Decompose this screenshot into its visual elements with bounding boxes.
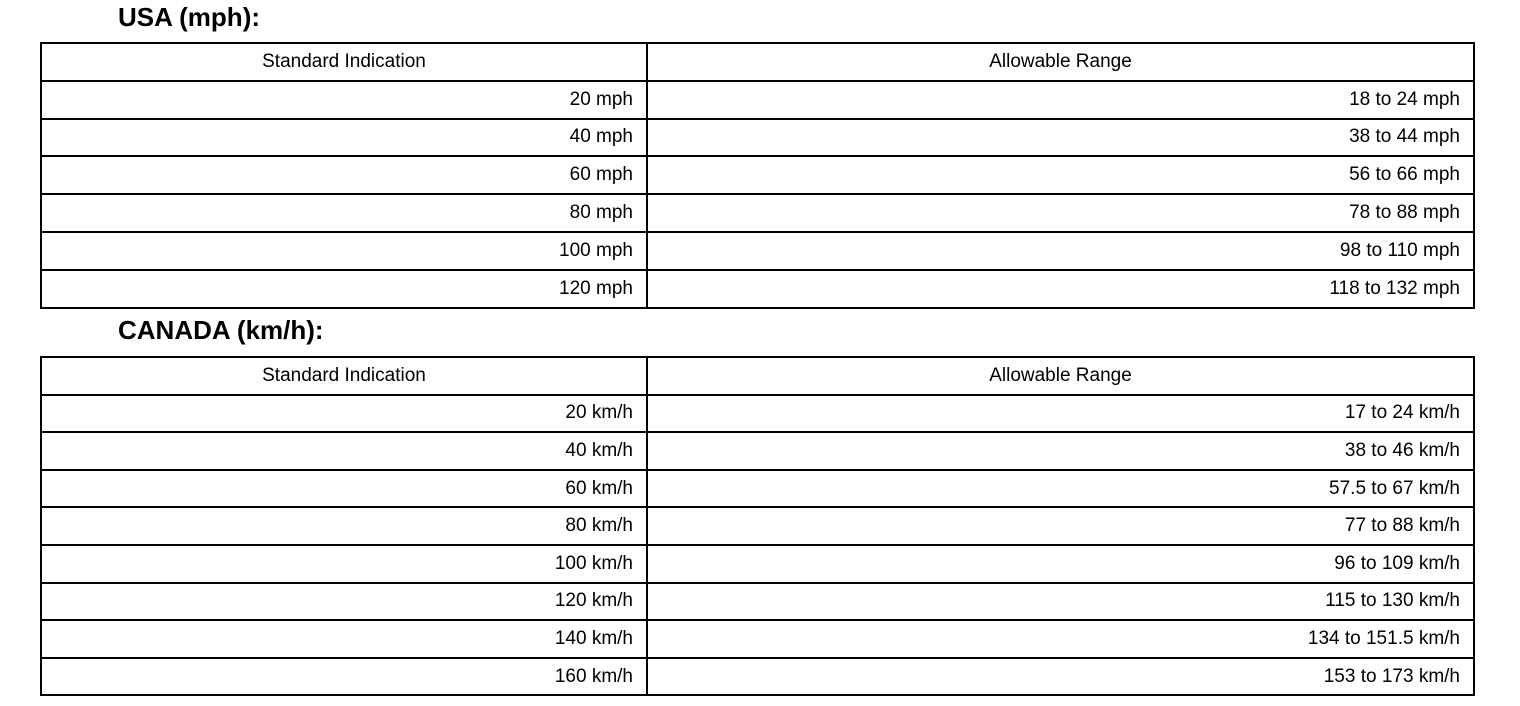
usa-section-title: USA (mph):	[118, 2, 261, 32]
standard-indication-cell: 20 mph	[41, 81, 647, 119]
table-row	[41, 545, 1474, 583]
table-header-row	[41, 43, 1474, 81]
allowable-range-header: Allowable Range	[647, 43, 1474, 81]
table-row	[41, 156, 1474, 194]
standard-indication-cell: 100 km/h	[41, 545, 647, 583]
allowable-range-cell: 134 to 151.5 km/h	[647, 620, 1474, 658]
table-row	[41, 395, 1474, 433]
allowable-range-cell: 153 to 173 km/h	[647, 658, 1474, 696]
table-row	[41, 620, 1474, 658]
allowable-range-cell: 118 to 132 mph	[647, 270, 1474, 308]
allowable-range-cell: 17 to 24 km/h	[647, 395, 1474, 433]
table-row	[41, 81, 1474, 119]
allowable-range-cell: 77 to 88 km/h	[647, 507, 1474, 545]
standard-indication-cell: 60 mph	[41, 156, 647, 194]
usa-speed-table	[40, 42, 1475, 309]
allowable-range-cell: 96 to 109 km/h	[647, 545, 1474, 583]
table-row	[41, 119, 1474, 157]
canada-speed-table	[40, 356, 1475, 696]
standard-indication-header: Standard Indication	[41, 43, 647, 81]
allowable-range-cell: 38 to 46 km/h	[647, 432, 1474, 470]
allowable-range-cell: 57.5 to 67 km/h	[647, 470, 1474, 508]
allowable-range-header: Allowable Range	[647, 357, 1474, 395]
table-row	[41, 658, 1474, 696]
standard-indication-cell: 140 km/h	[41, 620, 647, 658]
standard-indication-cell: 160 km/h	[41, 658, 647, 696]
table-row	[41, 232, 1474, 270]
table-row	[41, 583, 1474, 621]
table-row	[41, 507, 1474, 545]
table-header-row	[41, 357, 1474, 395]
standard-indication-header: Standard Indication	[41, 357, 647, 395]
table-row	[41, 194, 1474, 232]
table-row	[41, 470, 1474, 508]
allowable-range-cell: 56 to 66 mph	[647, 156, 1474, 194]
allowable-range-cell: 78 to 88 mph	[647, 194, 1474, 232]
allowable-range-cell: 115 to 130 km/h	[647, 583, 1474, 621]
allowable-range-cell: 38 to 44 mph	[647, 119, 1474, 157]
standard-indication-cell: 80 km/h	[41, 507, 647, 545]
allowable-range-cell: 18 to 24 mph	[647, 81, 1474, 119]
standard-indication-cell: 120 km/h	[41, 583, 647, 621]
standard-indication-cell: 100 mph	[41, 232, 647, 270]
allowable-range-cell: 98 to 110 mph	[647, 232, 1474, 270]
standard-indication-cell: 40 mph	[41, 119, 647, 157]
standard-indication-cell: 20 km/h	[41, 395, 647, 433]
canada-section-title: CANADA (km/h):	[118, 315, 324, 345]
standard-indication-cell: 40 km/h	[41, 432, 647, 470]
table-row	[41, 432, 1474, 470]
table-row	[41, 270, 1474, 308]
standard-indication-cell: 60 km/h	[41, 470, 647, 508]
standard-indication-cell: 120 mph	[41, 270, 647, 308]
standard-indication-cell: 80 mph	[41, 194, 647, 232]
